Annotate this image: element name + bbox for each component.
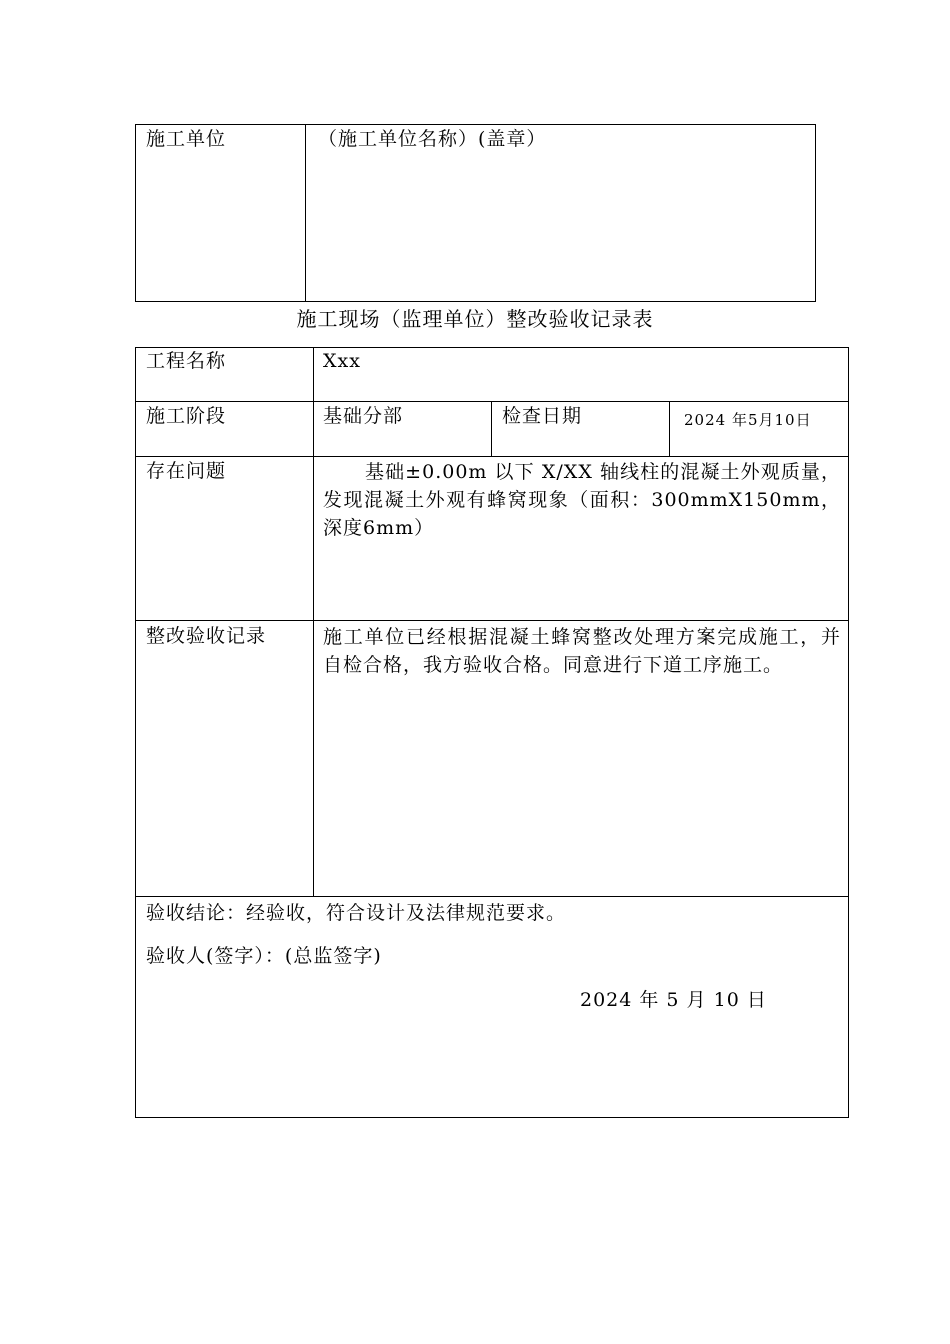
column-divider (669, 401, 670, 456)
form-title: 施工现场（监理单位）整改验收记录表 (296, 307, 654, 331)
column-divider (491, 401, 492, 456)
table-divider (305, 124, 306, 302)
row-divider (135, 401, 849, 402)
conclusion-text: 验收结论：经验收，符合设计及法律规范要求。 (146, 902, 567, 924)
construction-unit-value: （施工单位名称）(盖章） (318, 128, 547, 150)
construction-unit-label: 施工单位 (146, 128, 227, 150)
project-name-label: 工程名称 (146, 350, 227, 372)
sign-date: 2024 年 5 月 10 日 (580, 989, 767, 1011)
column-divider (313, 347, 314, 896)
row-divider (135, 896, 849, 897)
row-divider (135, 620, 849, 621)
issue-label: 存在问题 (146, 460, 227, 482)
record-label: 整改验收记录 (146, 625, 267, 647)
project-name-value: Xxx (323, 350, 361, 372)
inspect-date-value: 2024 年5月10日 (684, 411, 812, 429)
stage-label: 施工阶段 (146, 405, 227, 427)
stage-value: 基础分部 (323, 405, 404, 427)
signer-text: 验收人(签字）：(总监签字) (146, 945, 382, 967)
row-divider (135, 456, 849, 457)
record-value: 施工单位已经根据混凝土蜂窝整改处理方案完成施工，并自检合格，我方验收合格。同意进行下道工序施工。 (323, 626, 841, 676)
issue-value: 基础±0.00m 以下 X/XX 轴线柱的混凝土外观质量，发现混凝土外观有蜂窝现象（面积：300mmX150mm，深度6mm） (323, 461, 841, 539)
inspect-date-label: 检查日期 (502, 405, 583, 427)
